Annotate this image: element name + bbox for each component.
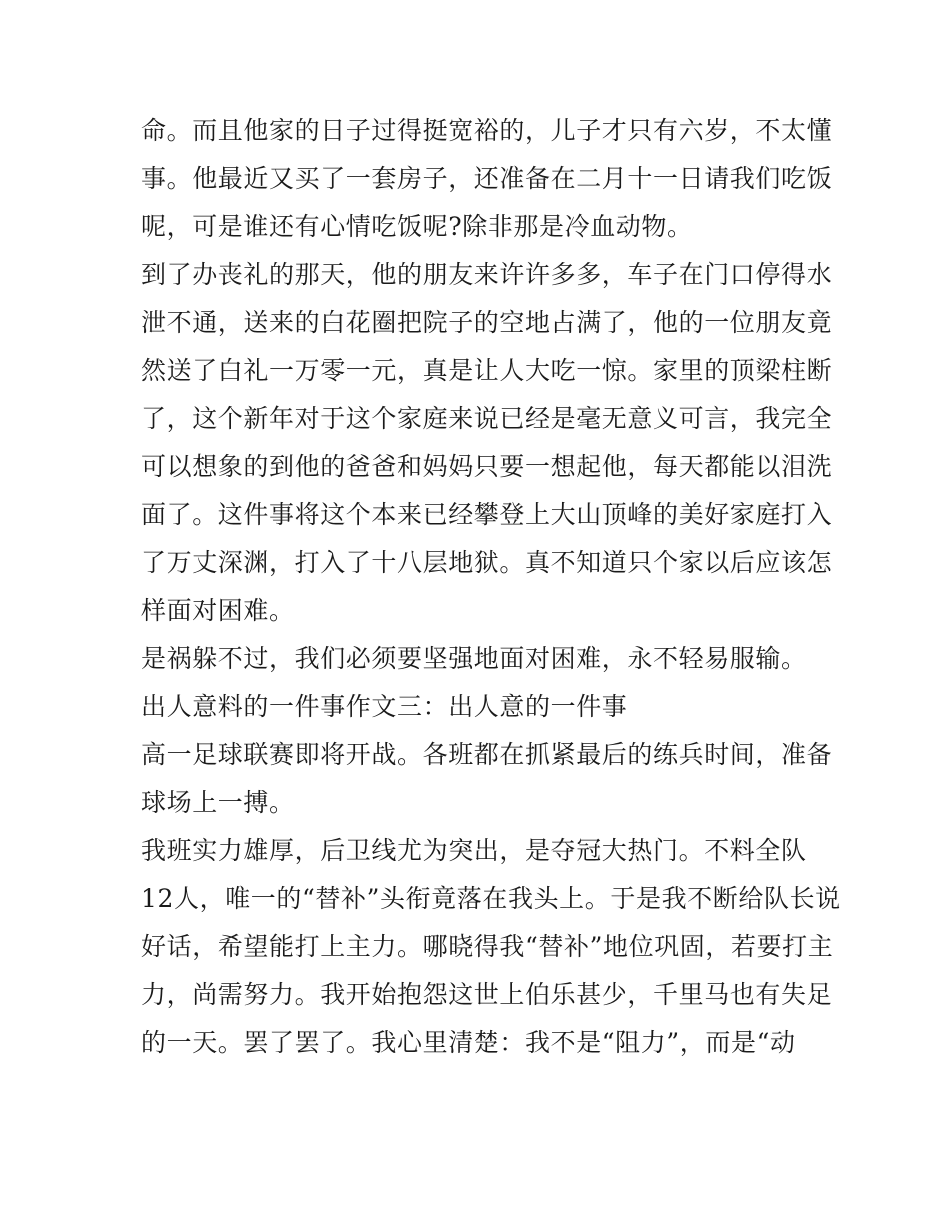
text-line: 泄不通，送来的白花圈把院子的空地占满了，他的一位朋友竟 bbox=[141, 308, 833, 337]
document-body bbox=[141, 107, 841, 1067]
text-line: 面了。这件事将这个本来已经攀登上大山顶峰的美好家庭打入 bbox=[141, 500, 833, 529]
text-line: 事。他最近又买了一套房子，还准备在二月十一日请我们吃饭 bbox=[141, 164, 833, 193]
text-line: 高一足球联赛即将开战。各班都在抓紧最后的练兵时间，准备 bbox=[141, 740, 833, 769]
text-line: 球场上一搏。 bbox=[141, 788, 295, 817]
text-line: 好话，希望能打上主力。哪晓得我“替补”地位巩固，若要打主 bbox=[141, 932, 834, 961]
text-line: 命。而且他家的日子过得挺宽裕的，儿子才只有六岁，不太懂 bbox=[141, 116, 833, 145]
text-line: 12人，唯一的“替补”头衔竟落在我头上。于是我不断给队长说 bbox=[141, 884, 841, 913]
text-line: 的一天。罢了罢了。我心里清楚：我不是“阻力”，而是“动 bbox=[141, 1028, 796, 1057]
text-line: 我班实力雄厚，后卫线尤为突出，是夺冠大热门。不料全队 bbox=[141, 836, 807, 865]
text-line: 了，这个新年对于这个家庭来说已经是毫无意义可言，我完全 bbox=[141, 404, 833, 433]
text-line: 了万丈深渊，打入了十八层地狱。真不知道只个家以后应该怎 bbox=[141, 548, 833, 577]
text-line: 呢，可是谁还有心情吃饭呢?除非那是冷血动物。 bbox=[141, 212, 693, 241]
section-heading: 出人意料的一件事作文三：出人意的一件事 bbox=[141, 692, 628, 721]
text-line: 然送了白礼一万零一元，真是让人大吃一惊。家里的顶梁柱断 bbox=[141, 356, 833, 385]
text-line: 到了办丧礼的那天，他的朋友来许许多多，车子在门口停得水 bbox=[141, 260, 833, 289]
text-line: 是祸躲不过，我们必须要坚强地面对困难，永不轻易服输。 bbox=[141, 644, 807, 673]
text-line: 样面对困难。 bbox=[141, 596, 295, 625]
text-line: 可以想象的到他的爸爸和妈妈只要一想起他，每天都能以泪洗 bbox=[141, 452, 833, 481]
text-line: 力，尚需努力。我开始抱怨这世上伯乐甚少，千里马也有失足 bbox=[141, 980, 833, 1009]
